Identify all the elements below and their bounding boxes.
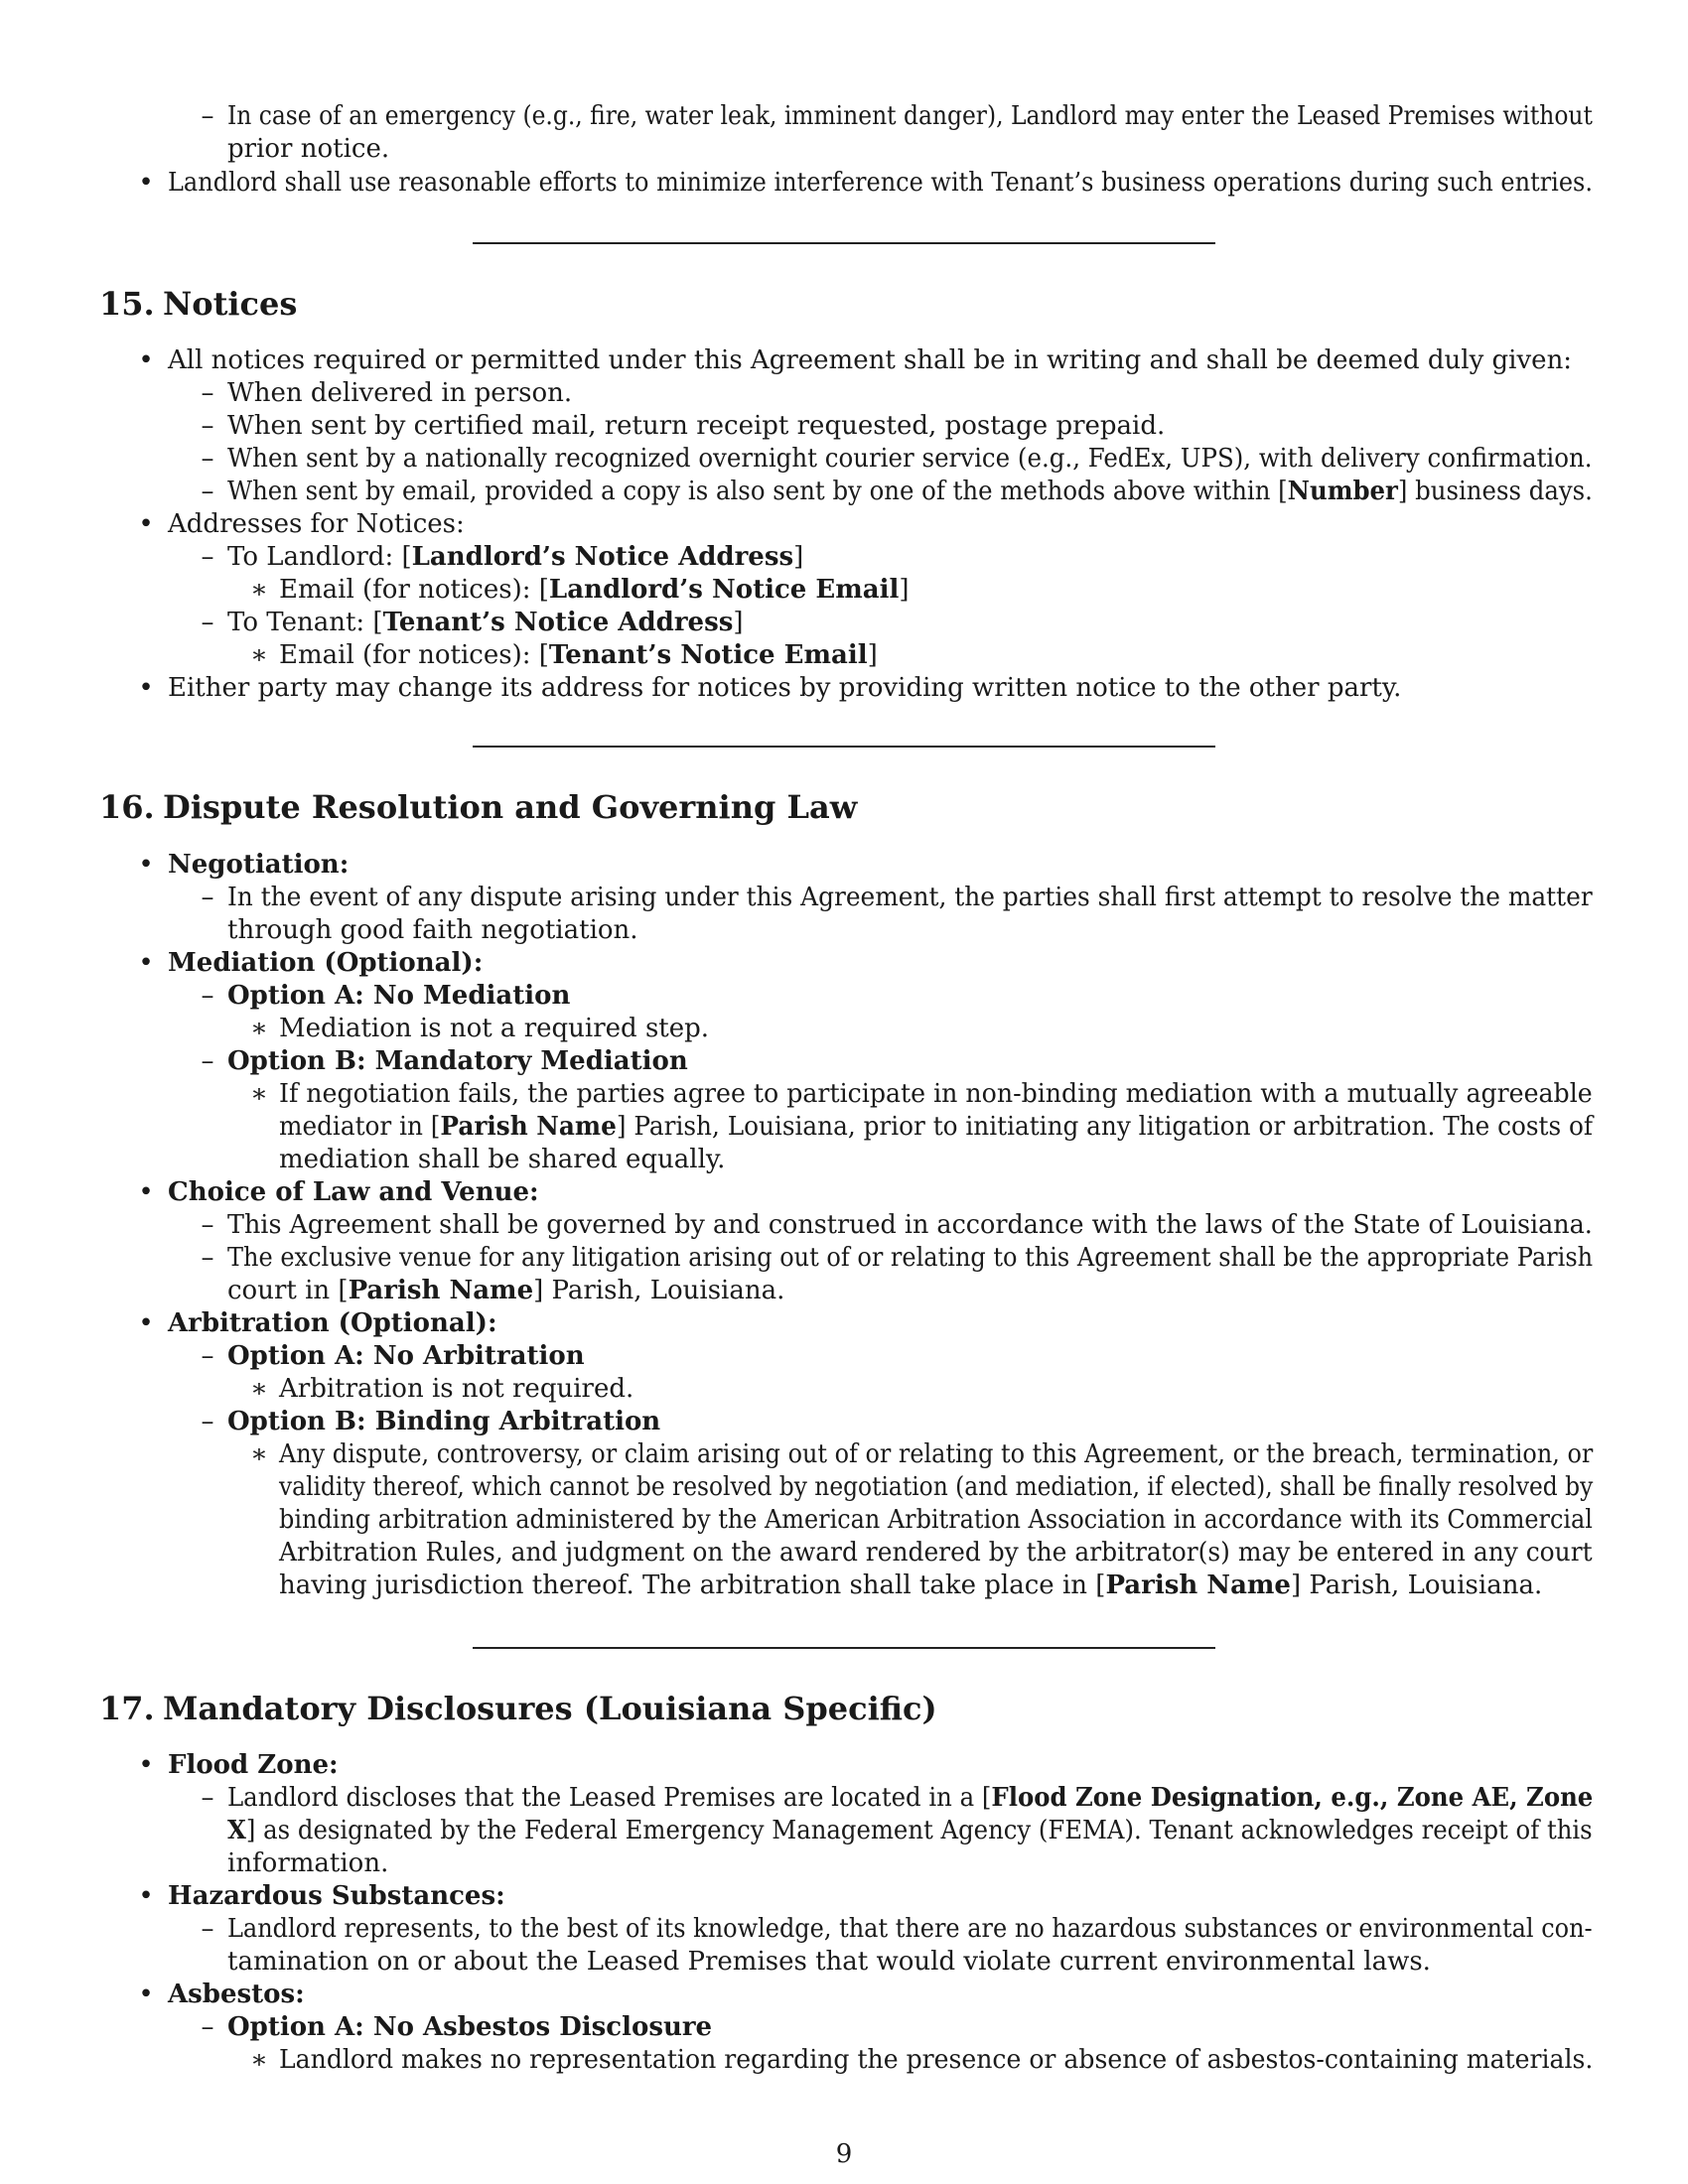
notice-method-in-person: When delivered in person. — [227, 378, 573, 408]
arbitration-option-b-line-4: Arbitration Rules, and judgment on the award rendered by the arbitrator(s) may be entered in any court — [279, 1538, 1593, 1568]
notices-intro: All notices required or permitted under this Agreement shall be in writing and shall be deemed duly given: — [168, 345, 1573, 375]
governing-law-text: This Agreement shall be governed by and construed in accordance with the laws of the State of Louisiana. — [227, 1210, 1593, 1240]
star-marker: ∗ — [250, 1079, 268, 1109]
mediation-option-b-line-3: mediation shall be shared equally. — [279, 1145, 726, 1174]
section-16-title: Dispute Resolution and Governing Law — [163, 788, 858, 826]
flood-zone-line-2: X] as designated by the Federal Emergency Management Agency (FEMA). Tenant acknowledges receipt of this — [227, 1816, 1593, 1845]
mediation-option-a-text: Mediation is not a required step. — [279, 1014, 710, 1043]
section-divider — [473, 1647, 1215, 1649]
section-15-title: Notices — [163, 285, 298, 323]
emergency-entry-line-2: prior notice. — [227, 134, 390, 164]
flood-zone-line-1: Landlord discloses that the Leased Premises are located in a [Flood Zone Designation, e.g., Zone AE, Zone — [227, 1783, 1594, 1813]
asbestos-option-a: Option A: No Asbestos Disclosure — [227, 2012, 713, 2042]
tenant-address-placeholder: Tenant’s Notice Address — [382, 608, 734, 637]
notice-method-courier: When sent by a nationally recognized overnight courier service (e.g., FedEx, UPS), with delivery confirmation. — [227, 444, 1593, 474]
addresses-heading: Addresses for Notices: — [168, 509, 465, 539]
bullet-marker: • — [138, 1881, 154, 1911]
tenant-address-line: To Tenant: [Tenant’s Notice Address] — [227, 608, 744, 637]
landlord-email-line: Email (for notices): [Landlord’s Notice Email] — [279, 575, 910, 605]
flood-zone-placeholder: Flood Zone Designation, e.g., Zone AE, Zone — [991, 1783, 1594, 1813]
asbestos-heading: Asbestos: — [168, 1979, 305, 2009]
bullet-marker: • — [138, 673, 154, 703]
parish-placeholder: Parish Name — [348, 1276, 534, 1305]
star-marker: ∗ — [250, 1014, 268, 1043]
dash-marker: – — [201, 981, 214, 1011]
dash-marker: – — [201, 477, 214, 506]
parish-placeholder: Parish Name — [1105, 1570, 1291, 1600]
venue-line-2: court in [Parish Name] Parish, Louisiana. — [227, 1276, 785, 1305]
star-marker: ∗ — [250, 2045, 268, 2075]
dash-marker: – — [201, 1210, 214, 1240]
arbitration-option-b-line-1: Any dispute, controversy, or claim arising out of or relating to this Agreement, or the breach, termination, or — [279, 1439, 1594, 1469]
asbestos-option-a-text: Landlord makes no representation regarding the presence or absence of asbestos-containing materials. — [279, 2045, 1594, 2075]
star-marker: ∗ — [250, 575, 268, 605]
number-placeholder: Number — [1287, 477, 1398, 506]
parish-placeholder: Parish Name — [440, 1112, 617, 1142]
arbitration-heading: Arbitration (Optional): — [168, 1308, 497, 1338]
bullet-marker: • — [138, 1750, 154, 1780]
bullet-marker: • — [138, 168, 154, 198]
section-17-number: 17. — [99, 1690, 155, 1727]
flood-zone-line-3: information. — [227, 1848, 389, 1878]
dash-marker: – — [201, 101, 214, 131]
bullet-marker: • — [138, 850, 154, 880]
mediation-option-b-line-1: If negotiation fails, the parties agree to participate in non-binding mediation with a mutually agreeable — [279, 1079, 1593, 1109]
dash-marker: – — [201, 883, 214, 912]
landlord-address-line: To Landlord: [Landlord’s Notice Address] — [227, 542, 804, 572]
negotiation-line-2: through good faith negotiation. — [227, 915, 638, 945]
section-divider — [473, 242, 1215, 244]
hazardous-substances-heading: Hazardous Substances: — [168, 1881, 505, 1911]
tenant-email-line: Email (for notices): [Tenant’s Notice Email] — [279, 640, 878, 670]
page-number: 9 — [835, 2139, 853, 2169]
tenant-email-placeholder: Tenant’s Notice Email — [548, 640, 868, 670]
dash-marker: – — [201, 1783, 214, 1813]
landlord-address-placeholder: Landlord’s Notice Address — [411, 542, 794, 572]
dash-marker: – — [201, 1914, 214, 1944]
notice-method-certified-mail: When sent by certified mail, return receipt requested, postage prepaid. — [227, 411, 1166, 441]
arbitration-option-b-line-5: having jurisdiction thereof. The arbitration shall take place in [Parish Name] Parish, Louisiana. — [279, 1570, 1543, 1600]
section-15-number: 15. — [99, 285, 155, 323]
dash-marker: – — [201, 1341, 214, 1371]
hazardous-line-2: tamination on or about the Leased Premises that would violate current environmental laws. — [227, 1947, 1431, 1977]
choice-of-law-heading: Choice of Law and Venue: — [168, 1177, 539, 1207]
dash-marker: – — [201, 542, 214, 572]
section-16-heading — [99, 788, 858, 826]
dash-marker: – — [201, 1407, 214, 1436]
negotiation-line-1: In the event of any dispute arising under this Agreement, the parties shall first attempt to resolve the matter — [227, 883, 1593, 912]
dash-marker: – — [201, 444, 214, 474]
star-marker: ∗ — [250, 1439, 268, 1469]
section-16-number: 16. — [99, 788, 155, 826]
dash-marker: – — [201, 1046, 214, 1076]
bullet-marker: • — [138, 1177, 154, 1207]
bullet-marker: • — [138, 1308, 154, 1338]
section-17-title: Mandatory Disclosures (Louisiana Specific) — [163, 1690, 937, 1727]
dash-marker: – — [201, 411, 214, 441]
section-divider — [473, 746, 1215, 748]
arbitration-option-a-text: Arbitration is not required. — [279, 1374, 634, 1404]
bullet-marker: • — [138, 345, 154, 375]
dash-marker: – — [201, 608, 214, 637]
arbitration-option-b-line-3: binding arbitration administered by the American Arbitration Association in accordance with its Commercial — [279, 1505, 1593, 1535]
arbitration-option-b-line-2: validity thereof, which cannot be resolved by negotiation (and mediation, if elected), shall be finally resolved by — [279, 1472, 1594, 1502]
negotiation-heading: Negotiation: — [168, 850, 350, 880]
bullet-marker: • — [138, 1979, 154, 2009]
arbitration-option-b: Option B: Binding Arbitration — [227, 1407, 661, 1436]
landlord-email-placeholder: Landlord’s Notice Email — [548, 575, 900, 605]
arbitration-option-a: Option A: No Arbitration — [227, 1341, 585, 1371]
mediation-option-a: Option A: No Mediation — [227, 981, 571, 1011]
star-marker: ∗ — [250, 640, 268, 670]
dash-marker: – — [201, 378, 214, 408]
venue-line-1: The exclusive venue for any litigation arising out of or relating to this Agreement shall be the appropriate Parish — [227, 1243, 1594, 1273]
dash-marker: – — [201, 1243, 214, 1273]
mediation-option-b: Option B: Mandatory Mediation — [227, 1046, 688, 1076]
emergency-entry-line-1: In case of an emergency (e.g., fire, water leak, imminent danger), Landlord may enter the Leased Premises without — [227, 101, 1593, 131]
section-15-heading — [99, 285, 298, 323]
flood-zone-heading: Flood Zone: — [168, 1750, 339, 1780]
mediation-heading: Mediation (Optional): — [168, 948, 484, 978]
section-17-heading — [99, 1690, 937, 1727]
dash-marker: – — [201, 2012, 214, 2042]
minimize-interference-text: Landlord shall use reasonable efforts to minimize interference with Tenant’s business operations during such entries. — [168, 168, 1593, 198]
hazardous-line-1: Landlord represents, to the best of its knowledge, that there are no hazardous substances or environmental con- — [227, 1914, 1593, 1944]
notice-method-email: When sent by email, provided a copy is also sent by one of the methods above within [Number] business days. — [227, 477, 1593, 506]
change-address-text: Either party may change its address for notices by providing written notice to the other party. — [168, 673, 1402, 703]
bullet-marker: • — [138, 509, 154, 539]
mediation-option-b-line-2: mediator in [Parish Name] Parish, Louisiana, prior to initiating any litigation or arbitration. The costs of — [279, 1112, 1594, 1142]
star-marker: ∗ — [250, 1374, 268, 1404]
bullet-marker: • — [138, 948, 154, 978]
